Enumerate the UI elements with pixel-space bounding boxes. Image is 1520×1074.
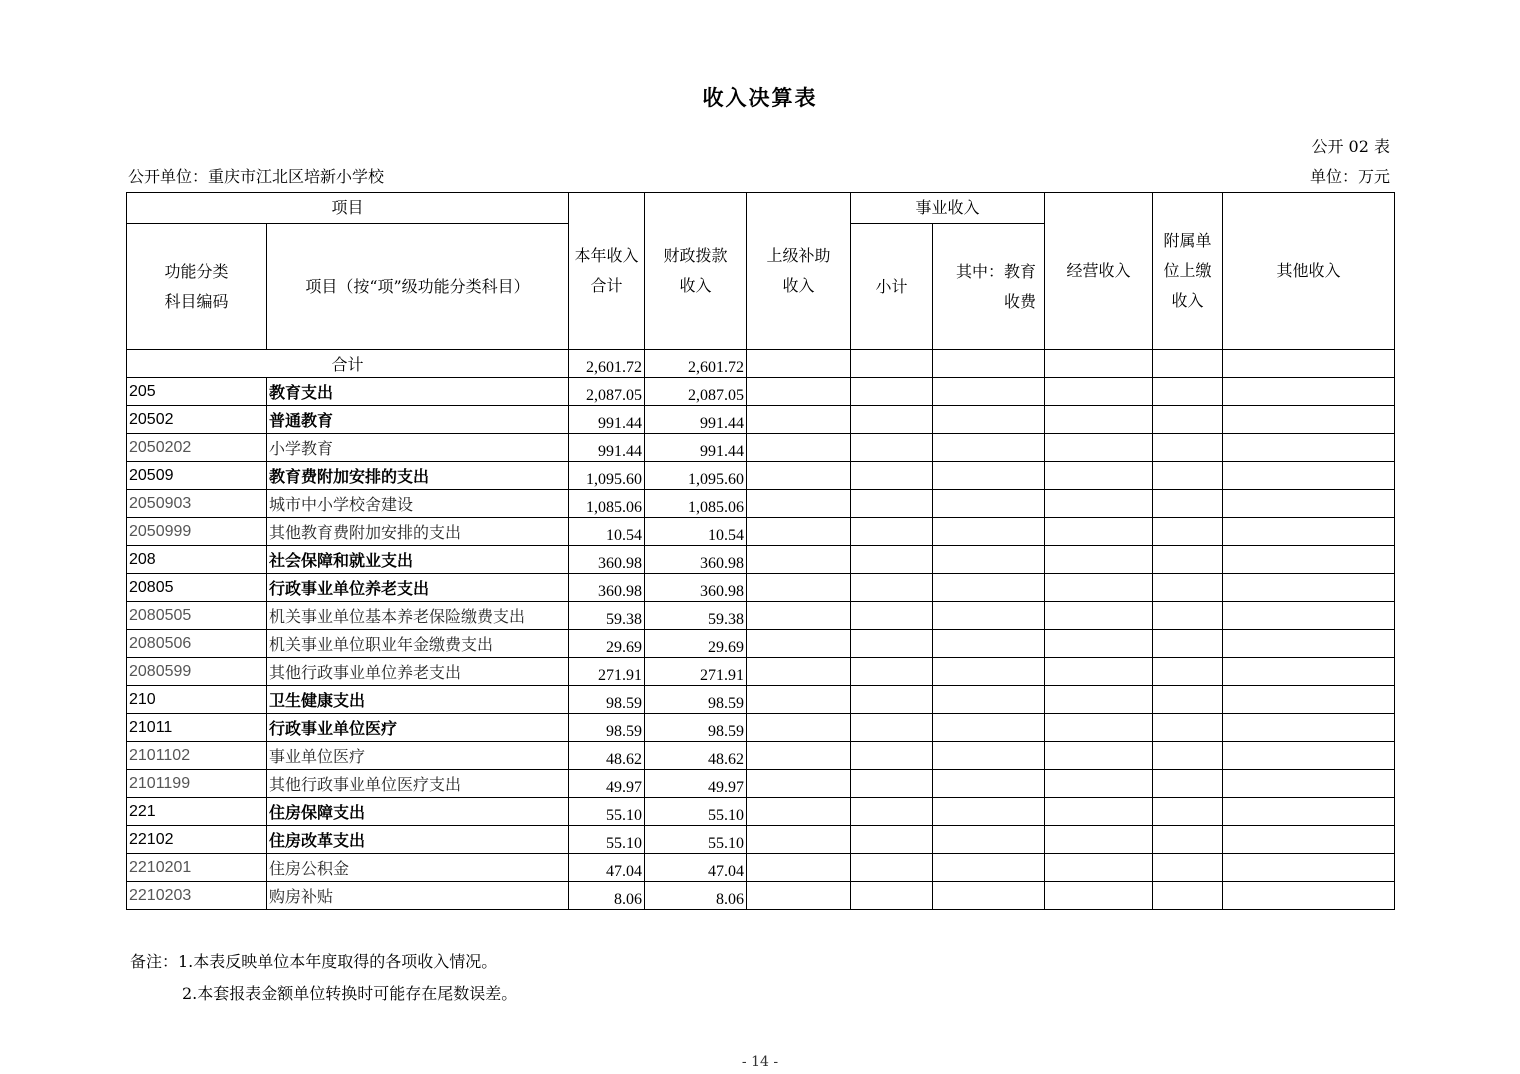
row-total: 55.10 — [569, 798, 645, 826]
empty-cell — [1045, 350, 1153, 378]
header-operating: 经营收入 — [1045, 193, 1153, 350]
empty-cell — [1153, 350, 1223, 378]
row-code: 205 — [127, 378, 267, 406]
empty-cell — [1153, 406, 1223, 434]
empty-cell — [747, 658, 851, 686]
empty-cell — [1223, 602, 1395, 630]
total-label: 合计 — [127, 350, 569, 378]
empty-cell — [1045, 378, 1153, 406]
row-total: 8.06 — [569, 882, 645, 910]
row-total: 2,087.05 — [569, 378, 645, 406]
row-total: 59.38 — [569, 602, 645, 630]
header-superior: 上级补助收入 — [747, 193, 851, 350]
empty-cell — [747, 686, 851, 714]
table-row — [127, 406, 1395, 434]
empty-cell — [851, 770, 933, 798]
page-title: 收入决算表 — [702, 85, 818, 110]
row-name: 购房补贴 — [267, 882, 569, 910]
empty-cell — [851, 434, 933, 462]
table-row — [127, 574, 1395, 602]
empty-cell — [1153, 798, 1223, 826]
empty-cell — [933, 490, 1045, 518]
empty-cell — [851, 406, 933, 434]
empty-cell — [1223, 350, 1395, 378]
row-fiscal: 1,095.60 — [645, 462, 747, 490]
table-row — [127, 630, 1395, 658]
table-row — [127, 854, 1395, 882]
table-row — [127, 462, 1395, 490]
empty-cell — [1223, 742, 1395, 770]
empty-cell — [747, 742, 851, 770]
empty-cell — [1045, 602, 1153, 630]
row-total: 29.69 — [569, 630, 645, 658]
empty-cell — [1153, 826, 1223, 854]
row-fiscal: 10.54 — [645, 518, 747, 546]
row-fiscal: 360.98 — [645, 546, 747, 574]
empty-cell — [1153, 630, 1223, 658]
empty-cell — [851, 574, 933, 602]
row-code: 21011 — [127, 714, 267, 742]
empty-cell — [1223, 826, 1395, 854]
row-total: 360.98 — [569, 546, 645, 574]
row-total: 98.59 — [569, 686, 645, 714]
empty-cell — [933, 770, 1045, 798]
empty-cell — [933, 378, 1045, 406]
empty-cell — [1153, 378, 1223, 406]
row-code: 20502 — [127, 406, 267, 434]
empty-cell — [1045, 546, 1153, 574]
row-code: 2101199 — [127, 770, 267, 798]
empty-cell — [1223, 378, 1395, 406]
header-project: 项目 — [127, 193, 569, 224]
form-number: 公开 02 表 — [1311, 137, 1390, 156]
empty-cell — [851, 742, 933, 770]
table-row — [127, 602, 1395, 630]
empty-cell — [747, 714, 851, 742]
header-fiscal: 财政拨款收入 — [645, 193, 747, 350]
row-code: 20805 — [127, 574, 267, 602]
empty-cell — [1223, 882, 1395, 910]
header-item: 项目（按“项”级功能分类科目） — [267, 224, 569, 350]
empty-cell — [747, 574, 851, 602]
empty-cell — [1045, 406, 1153, 434]
empty-cell — [851, 714, 933, 742]
total-cell-total: 2,601.72 — [569, 350, 645, 378]
table-row — [127, 658, 1395, 686]
empty-cell — [933, 518, 1045, 546]
row-fiscal: 2,087.05 — [645, 378, 747, 406]
empty-cell — [1153, 434, 1223, 462]
empty-cell — [1223, 658, 1395, 686]
notes — [130, 946, 517, 1010]
row-code: 208 — [127, 546, 267, 574]
empty-cell — [1045, 854, 1153, 882]
empty-cell — [747, 854, 851, 882]
row-name: 教育费附加安排的支出 — [267, 462, 569, 490]
empty-cell — [933, 630, 1045, 658]
empty-cell — [1153, 714, 1223, 742]
empty-cell — [747, 518, 851, 546]
empty-cell — [747, 350, 851, 378]
row-name: 住房公积金 — [267, 854, 569, 882]
row-code: 20509 — [127, 462, 267, 490]
empty-cell — [1223, 574, 1395, 602]
empty-cell — [747, 546, 851, 574]
empty-cell — [747, 602, 851, 630]
header-code: 功能分类科目编码 — [127, 224, 267, 350]
row-total: 10.54 — [569, 518, 645, 546]
empty-cell — [1045, 742, 1153, 770]
table-row — [127, 518, 1395, 546]
empty-cell — [1223, 462, 1395, 490]
empty-cell — [1045, 434, 1153, 462]
row-fiscal: 360.98 — [645, 574, 747, 602]
header-business: 事业收入 — [851, 193, 1045, 224]
note-2: 2.本套报表金额单位转换时可能存在尾数误差。 — [182, 984, 518, 1003]
table-row — [127, 826, 1395, 854]
empty-cell — [933, 434, 1045, 462]
empty-cell — [851, 518, 933, 546]
empty-cell — [851, 826, 933, 854]
empty-cell — [933, 882, 1045, 910]
total-cell-fiscal: 2,601.72 — [645, 350, 747, 378]
row-fiscal: 991.44 — [645, 434, 747, 462]
empty-cell — [1223, 798, 1395, 826]
empty-cell — [1153, 546, 1223, 574]
row-code: 2050999 — [127, 518, 267, 546]
row-fiscal: 55.10 — [645, 826, 747, 854]
table-row — [127, 770, 1395, 798]
row-name: 行政事业单位养老支出 — [267, 574, 569, 602]
row-total: 49.97 — [569, 770, 645, 798]
table-row — [127, 882, 1395, 910]
empty-cell — [933, 714, 1045, 742]
page-number: - 14 - — [741, 1054, 779, 1070]
table-row — [127, 742, 1395, 770]
row-name: 其他行政事业单位养老支出 — [267, 658, 569, 686]
empty-cell — [747, 462, 851, 490]
table-row — [127, 546, 1395, 574]
empty-cell — [933, 826, 1045, 854]
row-fiscal: 98.59 — [645, 686, 747, 714]
empty-cell — [747, 490, 851, 518]
row-name: 住房保障支出 — [267, 798, 569, 826]
total-row — [127, 350, 1395, 378]
row-name: 卫生健康支出 — [267, 686, 569, 714]
header-total: 本年收入合计 — [569, 193, 645, 350]
row-fiscal: 8.06 — [645, 882, 747, 910]
empty-cell — [747, 826, 851, 854]
empty-cell — [1153, 882, 1223, 910]
empty-cell — [1045, 518, 1153, 546]
empty-cell — [1045, 462, 1153, 490]
empty-cell — [933, 658, 1045, 686]
row-code: 2050903 — [127, 490, 267, 518]
empty-cell — [933, 350, 1045, 378]
empty-cell — [1045, 686, 1153, 714]
empty-cell — [747, 630, 851, 658]
row-name: 城市中小学校舍建设 — [267, 490, 569, 518]
row-total: 55.10 — [569, 826, 645, 854]
empty-cell — [1223, 434, 1395, 462]
row-name: 教育支出 — [267, 378, 569, 406]
empty-cell — [1223, 714, 1395, 742]
empty-cell — [851, 798, 933, 826]
empty-cell — [851, 490, 933, 518]
row-name: 社会保障和就业支出 — [267, 546, 569, 574]
row-total: 1,095.60 — [569, 462, 645, 490]
empty-cell — [1045, 630, 1153, 658]
empty-cell — [1045, 714, 1153, 742]
empty-cell — [933, 462, 1045, 490]
empty-cell — [1223, 518, 1395, 546]
row-fiscal: 49.97 — [645, 770, 747, 798]
table-row — [127, 434, 1395, 462]
empty-cell — [933, 686, 1045, 714]
empty-cell — [1153, 686, 1223, 714]
empty-cell — [1153, 770, 1223, 798]
empty-cell — [1045, 658, 1153, 686]
empty-cell — [1153, 742, 1223, 770]
empty-cell — [1223, 770, 1395, 798]
row-name: 其他教育费附加安排的支出 — [267, 518, 569, 546]
row-total: 991.44 — [569, 406, 645, 434]
row-fiscal: 1,085.06 — [645, 490, 747, 518]
row-code: 22102 — [127, 826, 267, 854]
row-name: 住房改革支出 — [267, 826, 569, 854]
empty-cell — [1045, 826, 1153, 854]
income-table — [126, 192, 1395, 910]
empty-cell — [1153, 658, 1223, 686]
empty-cell — [1153, 602, 1223, 630]
empty-cell — [1045, 574, 1153, 602]
empty-cell — [747, 798, 851, 826]
row-name: 行政事业单位医疗 — [267, 714, 569, 742]
row-fiscal: 59.38 — [645, 602, 747, 630]
empty-cell — [851, 686, 933, 714]
row-name: 普通教育 — [267, 406, 569, 434]
row-code: 2080506 — [127, 630, 267, 658]
row-code: 221 — [127, 798, 267, 826]
row-code: 210 — [127, 686, 267, 714]
row-total: 47.04 — [569, 854, 645, 882]
row-code: 2080599 — [127, 658, 267, 686]
table-row — [127, 714, 1395, 742]
row-name: 小学教育 — [267, 434, 569, 462]
empty-cell — [747, 406, 851, 434]
row-code: 2210201 — [127, 854, 267, 882]
empty-cell — [1153, 490, 1223, 518]
empty-cell — [1223, 630, 1395, 658]
empty-cell — [1153, 462, 1223, 490]
table-row — [127, 490, 1395, 518]
empty-cell — [1045, 798, 1153, 826]
table-row — [127, 378, 1395, 406]
empty-cell — [747, 434, 851, 462]
row-total: 1,085.06 — [569, 490, 645, 518]
row-fiscal: 29.69 — [645, 630, 747, 658]
empty-cell — [933, 602, 1045, 630]
table-row — [127, 798, 1395, 826]
row-name: 机关事业单位基本养老保险缴费支出 — [267, 602, 569, 630]
empty-cell — [933, 406, 1045, 434]
header-edu-fee: 其中：教育收费 — [933, 224, 1045, 350]
empty-cell — [851, 882, 933, 910]
row-name: 事业单位医疗 — [267, 742, 569, 770]
unit-info-row — [128, 164, 1390, 186]
empty-cell — [851, 630, 933, 658]
row-total: 271.91 — [569, 658, 645, 686]
empty-cell — [851, 658, 933, 686]
empty-cell — [933, 854, 1045, 882]
empty-cell — [1153, 854, 1223, 882]
row-total: 48.62 — [569, 742, 645, 770]
empty-cell — [851, 350, 933, 378]
row-fiscal: 47.04 — [645, 854, 747, 882]
header-affiliated: 附属单位上缴收入 — [1153, 193, 1223, 350]
empty-cell — [933, 574, 1045, 602]
empty-cell — [1223, 854, 1395, 882]
currency-unit: 单位：万元 — [1309, 167, 1390, 186]
row-code: 2050202 — [127, 434, 267, 462]
empty-cell — [1153, 518, 1223, 546]
empty-cell — [747, 882, 851, 910]
empty-cell — [747, 770, 851, 798]
empty-cell — [851, 602, 933, 630]
empty-cell — [1045, 490, 1153, 518]
empty-cell — [851, 378, 933, 406]
row-total: 360.98 — [569, 574, 645, 602]
row-code: 2101102 — [127, 742, 267, 770]
empty-cell — [1223, 490, 1395, 518]
row-code: 2080505 — [127, 602, 267, 630]
empty-cell — [1223, 406, 1395, 434]
empty-cell — [933, 546, 1045, 574]
empty-cell — [851, 854, 933, 882]
row-fiscal: 271.91 — [645, 658, 747, 686]
empty-cell — [1223, 546, 1395, 574]
empty-cell — [1045, 882, 1153, 910]
row-code: 2210203 — [127, 882, 267, 910]
row-fiscal: 48.62 — [645, 742, 747, 770]
row-name: 机关事业单位职业年金缴费支出 — [267, 630, 569, 658]
empty-cell — [851, 546, 933, 574]
header-subtotal: 小计 — [851, 224, 933, 350]
empty-cell — [851, 462, 933, 490]
row-fiscal: 991.44 — [645, 406, 747, 434]
empty-cell — [1153, 574, 1223, 602]
row-total: 991.44 — [569, 434, 645, 462]
row-total: 98.59 — [569, 714, 645, 742]
row-name: 其他行政事业单位医疗支出 — [267, 770, 569, 798]
note-1: 备注：1.本表反映单位本年度取得的各项收入情况。 — [130, 952, 498, 971]
table-row — [127, 686, 1395, 714]
row-fiscal: 98.59 — [645, 714, 747, 742]
empty-cell — [933, 742, 1045, 770]
row-fiscal: 55.10 — [645, 798, 747, 826]
reporting-unit: 公开单位：重庆市江北区培新小学校 — [128, 167, 385, 186]
header-other: 其他收入 — [1223, 193, 1395, 350]
empty-cell — [1045, 770, 1153, 798]
empty-cell — [933, 798, 1045, 826]
empty-cell — [1223, 686, 1395, 714]
empty-cell — [747, 378, 851, 406]
